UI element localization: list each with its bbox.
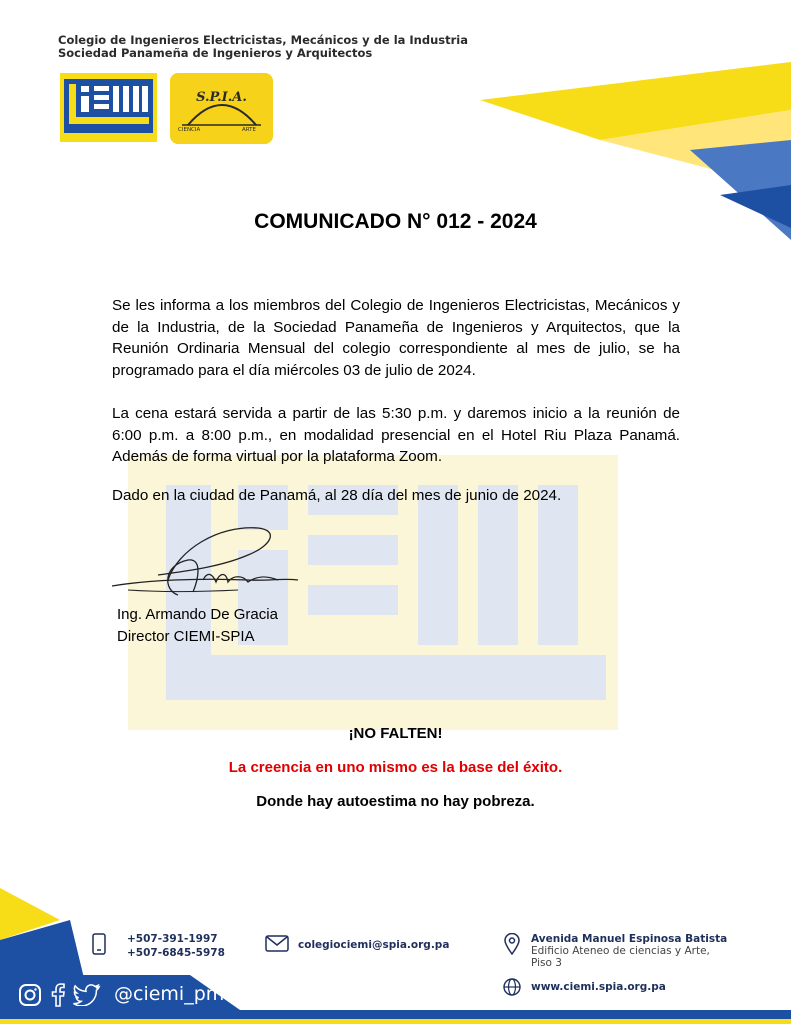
address-title: Avenida Manuel Espinosa Batista bbox=[531, 933, 728, 945]
body-paragraph-3: Dado en la ciudad de Panamá, al 28 día del mes de junio de 2024. bbox=[112, 487, 562, 504]
phone-icon bbox=[92, 933, 106, 955]
signature bbox=[108, 520, 308, 615]
ciemi-logo bbox=[60, 73, 157, 142]
org-name-line1: Colegio de Ingenieros Electricistas, Mecánicos y de la Industria bbox=[58, 33, 469, 47]
spia-logo-ciencia: CIENCIA bbox=[178, 127, 201, 133]
spia-logo-arch bbox=[170, 73, 273, 144]
org-name-line2: Sociedad Panameña de Ingenieros y Arquitectos bbox=[58, 46, 373, 60]
call-to-action: ¡NO FALTEN! bbox=[348, 725, 443, 742]
address-line-2: Edificio Ateneo de ciencias y Arte, bbox=[531, 945, 710, 957]
spia-logo-arte: ARTE bbox=[242, 127, 257, 133]
globe-icon bbox=[503, 978, 521, 996]
closing-line: Donde hay autoestima no hay pobreza. bbox=[256, 793, 535, 810]
phone-number-1[interactable]: +507-391-1997 bbox=[127, 933, 218, 945]
location-icon bbox=[504, 933, 520, 955]
document-title: COMUNICADO N° 012 - 2024 bbox=[254, 210, 537, 233]
signer-name: Ing. Armando De Gracia bbox=[117, 606, 278, 623]
phone-number-2[interactable]: +507-6845-5978 bbox=[127, 947, 225, 959]
body-paragraph-2: La cena estará servida a partir de las 5:30 p.m. y daremos inicio a la reunión de 6:00 p.m. a 8:00 p.m., en modalidad presencial en el Hotel Riu Plaza Panamá. Además de forma virtual por la plataforma Zoom. bbox=[112, 405, 680, 465]
mail-icon bbox=[265, 935, 289, 952]
website-link[interactable]: www.ciemi.spia.org.pa bbox=[531, 981, 666, 993]
twitter-icon[interactable] bbox=[73, 984, 101, 1006]
motto: La creencia en uno mismo es la base del éxito. bbox=[228, 759, 563, 776]
spia-logo bbox=[170, 73, 273, 144]
address-line-3: Piso 3 bbox=[531, 957, 562, 969]
body-paragraph-1: Se les informa a los miembros del Colegio de Ingenieros Electricistas, Mecánicos y de la Industria, de la Sociedad Panameña de Ingenieros y Arquitectos, que la Reunión Ordinaria Mensual del colegio correspondiente al mes de julio, se ha programado para el día miércoles 03 de julio de 2024. bbox=[112, 297, 680, 379]
instagram-icon[interactable] bbox=[18, 983, 42, 1007]
signer-title: Director CIEMI-SPIA bbox=[117, 628, 255, 645]
ciemi-logo-graphic bbox=[60, 73, 157, 142]
facebook-icon[interactable] bbox=[50, 983, 66, 1007]
social-handle[interactable]: @ciemi_pma bbox=[114, 983, 236, 1005]
spia-logo-text: S.P.I.A. bbox=[196, 90, 247, 105]
email-link[interactable]: colegiociemi@spia.org.pa bbox=[298, 939, 450, 951]
